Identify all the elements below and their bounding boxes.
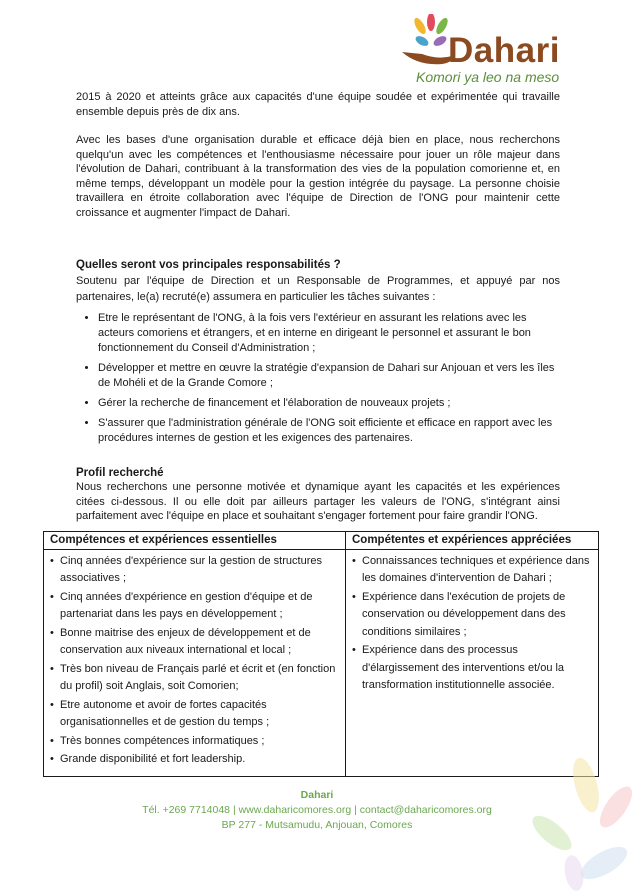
list-item: • Très bon niveau de Français parlé et écrit et (en fonction du profil) soit Anglais, soit Comorien; (50, 661, 341, 696)
list-item: • Grande disponibilité et fort leadership. (50, 751, 341, 769)
list-item: • Expérience dans l'exécution de projets de conservation ou développement dans des conditions similaires ; (352, 589, 594, 642)
list-item: • Cinq années d'expérience en gestion d'équipe et de partenariat dans les pays en développement ; (50, 589, 341, 624)
essential-cell (44, 549, 346, 776)
requirements-table (43, 531, 599, 777)
list-item: • S'assurer que l'administration générale de l'ONG soit efficiente et efficace en rapport avec les procédures internes de gestion et les exigences des partenaires. (98, 416, 560, 446)
list-item: • Etre le représentant de l'ONG, à la fois vers l'extérieur en assurant les relations avec les acteurs comoriens et étrangers, et en interne en dirigeant le personnel et assurant le bon fonctionnement du Conseil d'Administration ; (98, 311, 560, 356)
profile-intro: Nous recherchons une personne motivée et dynamique ayant les capacités et les expériences citées ci-dessous. Il ou elle doit par ailleurs partager les valeurs de l'ONG, s'intégrant ainsi parfaitement avec l'équipe en place et souhaitant s'engager fortement pour faire grandir l'ONG. (76, 481, 560, 522)
footer-address: BP 277 - Mutsamudu, Anjouan, Comores (221, 819, 413, 831)
responsibilities-intro: Soutenu par l'équipe de Direction et un Responsable de Programmes, et appuyé par nos partenaires, le(a) recruté(e) assumera en particulier les tâches suivantes : (76, 274, 560, 303)
list-item: • Bonne maitrise des enjeux de développement et de conservation aux niveaux international et local ; (50, 625, 341, 660)
table-row (44, 549, 599, 776)
list-item: • Cinq années d'expérience sur la gestion de structures associatives ; (50, 553, 341, 588)
desired-list (352, 553, 594, 695)
intro-paragraph-2: Avec les bases d'une organisation durable et efficace déjà bien en place, nous recherchons quelqu'un avec les compétences et l'enthousiasme nécessaire pour jouer un rôle majeur dans l'évolution de Dahari, contribuant à la transformation des vies de la population comorienne et, en même temps, développant un modèle pour la gestion intégrée du paysage. La personne choisie travaillera en étroite collaboration avec l'équipe de Direction de l'ONG pour maintenir cette croissance et augmenter l'impact de Dahari. (76, 134, 560, 219)
essential-header: Compétences et expériences essentielles (44, 532, 346, 550)
desired-header: Compétentes et expériences appréciées (346, 532, 599, 550)
list-item: • Etre autonome et avoir de fortes capacités organisationnelles et de gestion du temps ; (50, 697, 341, 732)
logo-tagline: Komori ya leo na meso (416, 69, 560, 85)
list-item: • Expérience dans des processus d'élargissement des interventions et/ou la transformation institutionnelle associée. (352, 642, 594, 695)
responsibilities-list (76, 311, 560, 446)
footer-org-name: Dahari (300, 789, 334, 801)
table-header-row (44, 532, 599, 550)
list-item: • Gérer la recherche de financement et l'élaboration de nouveaux projets ; (98, 396, 560, 411)
responsibilities-heading: Quelles seront vos principales responsabilités ? (76, 259, 341, 271)
list-item: • Connaissances techniques et expérience dans les domaines d'intervention de Dahari ; (352, 553, 594, 588)
document-body (76, 90, 560, 524)
logo (398, 14, 598, 86)
footer (0, 788, 634, 833)
desired-cell (346, 549, 599, 776)
list-item: • Développer et mettre en œuvre la stratégie d'expansion de Dahari sur Anjouan et vers les îles de Mohéli et de la Grande Comore ; (98, 361, 560, 391)
footer-contact[interactable]: Tél. +269 7714048 | www.daharicomores.org | contact@daharicomores.org (142, 804, 492, 816)
profile-heading: Profil recherché (76, 466, 164, 479)
logo-wordmark: Dahari (448, 31, 560, 70)
list-item: • Très bonnes compétences informatiques ; (50, 733, 341, 751)
essential-list (50, 553, 341, 769)
intro-paragraph-1: 2015 à 2020 et atteints grâce aux capacités d'une équipe soudée et expérimentée qui travaille ensemble depuis près de dix ans. (76, 91, 560, 118)
